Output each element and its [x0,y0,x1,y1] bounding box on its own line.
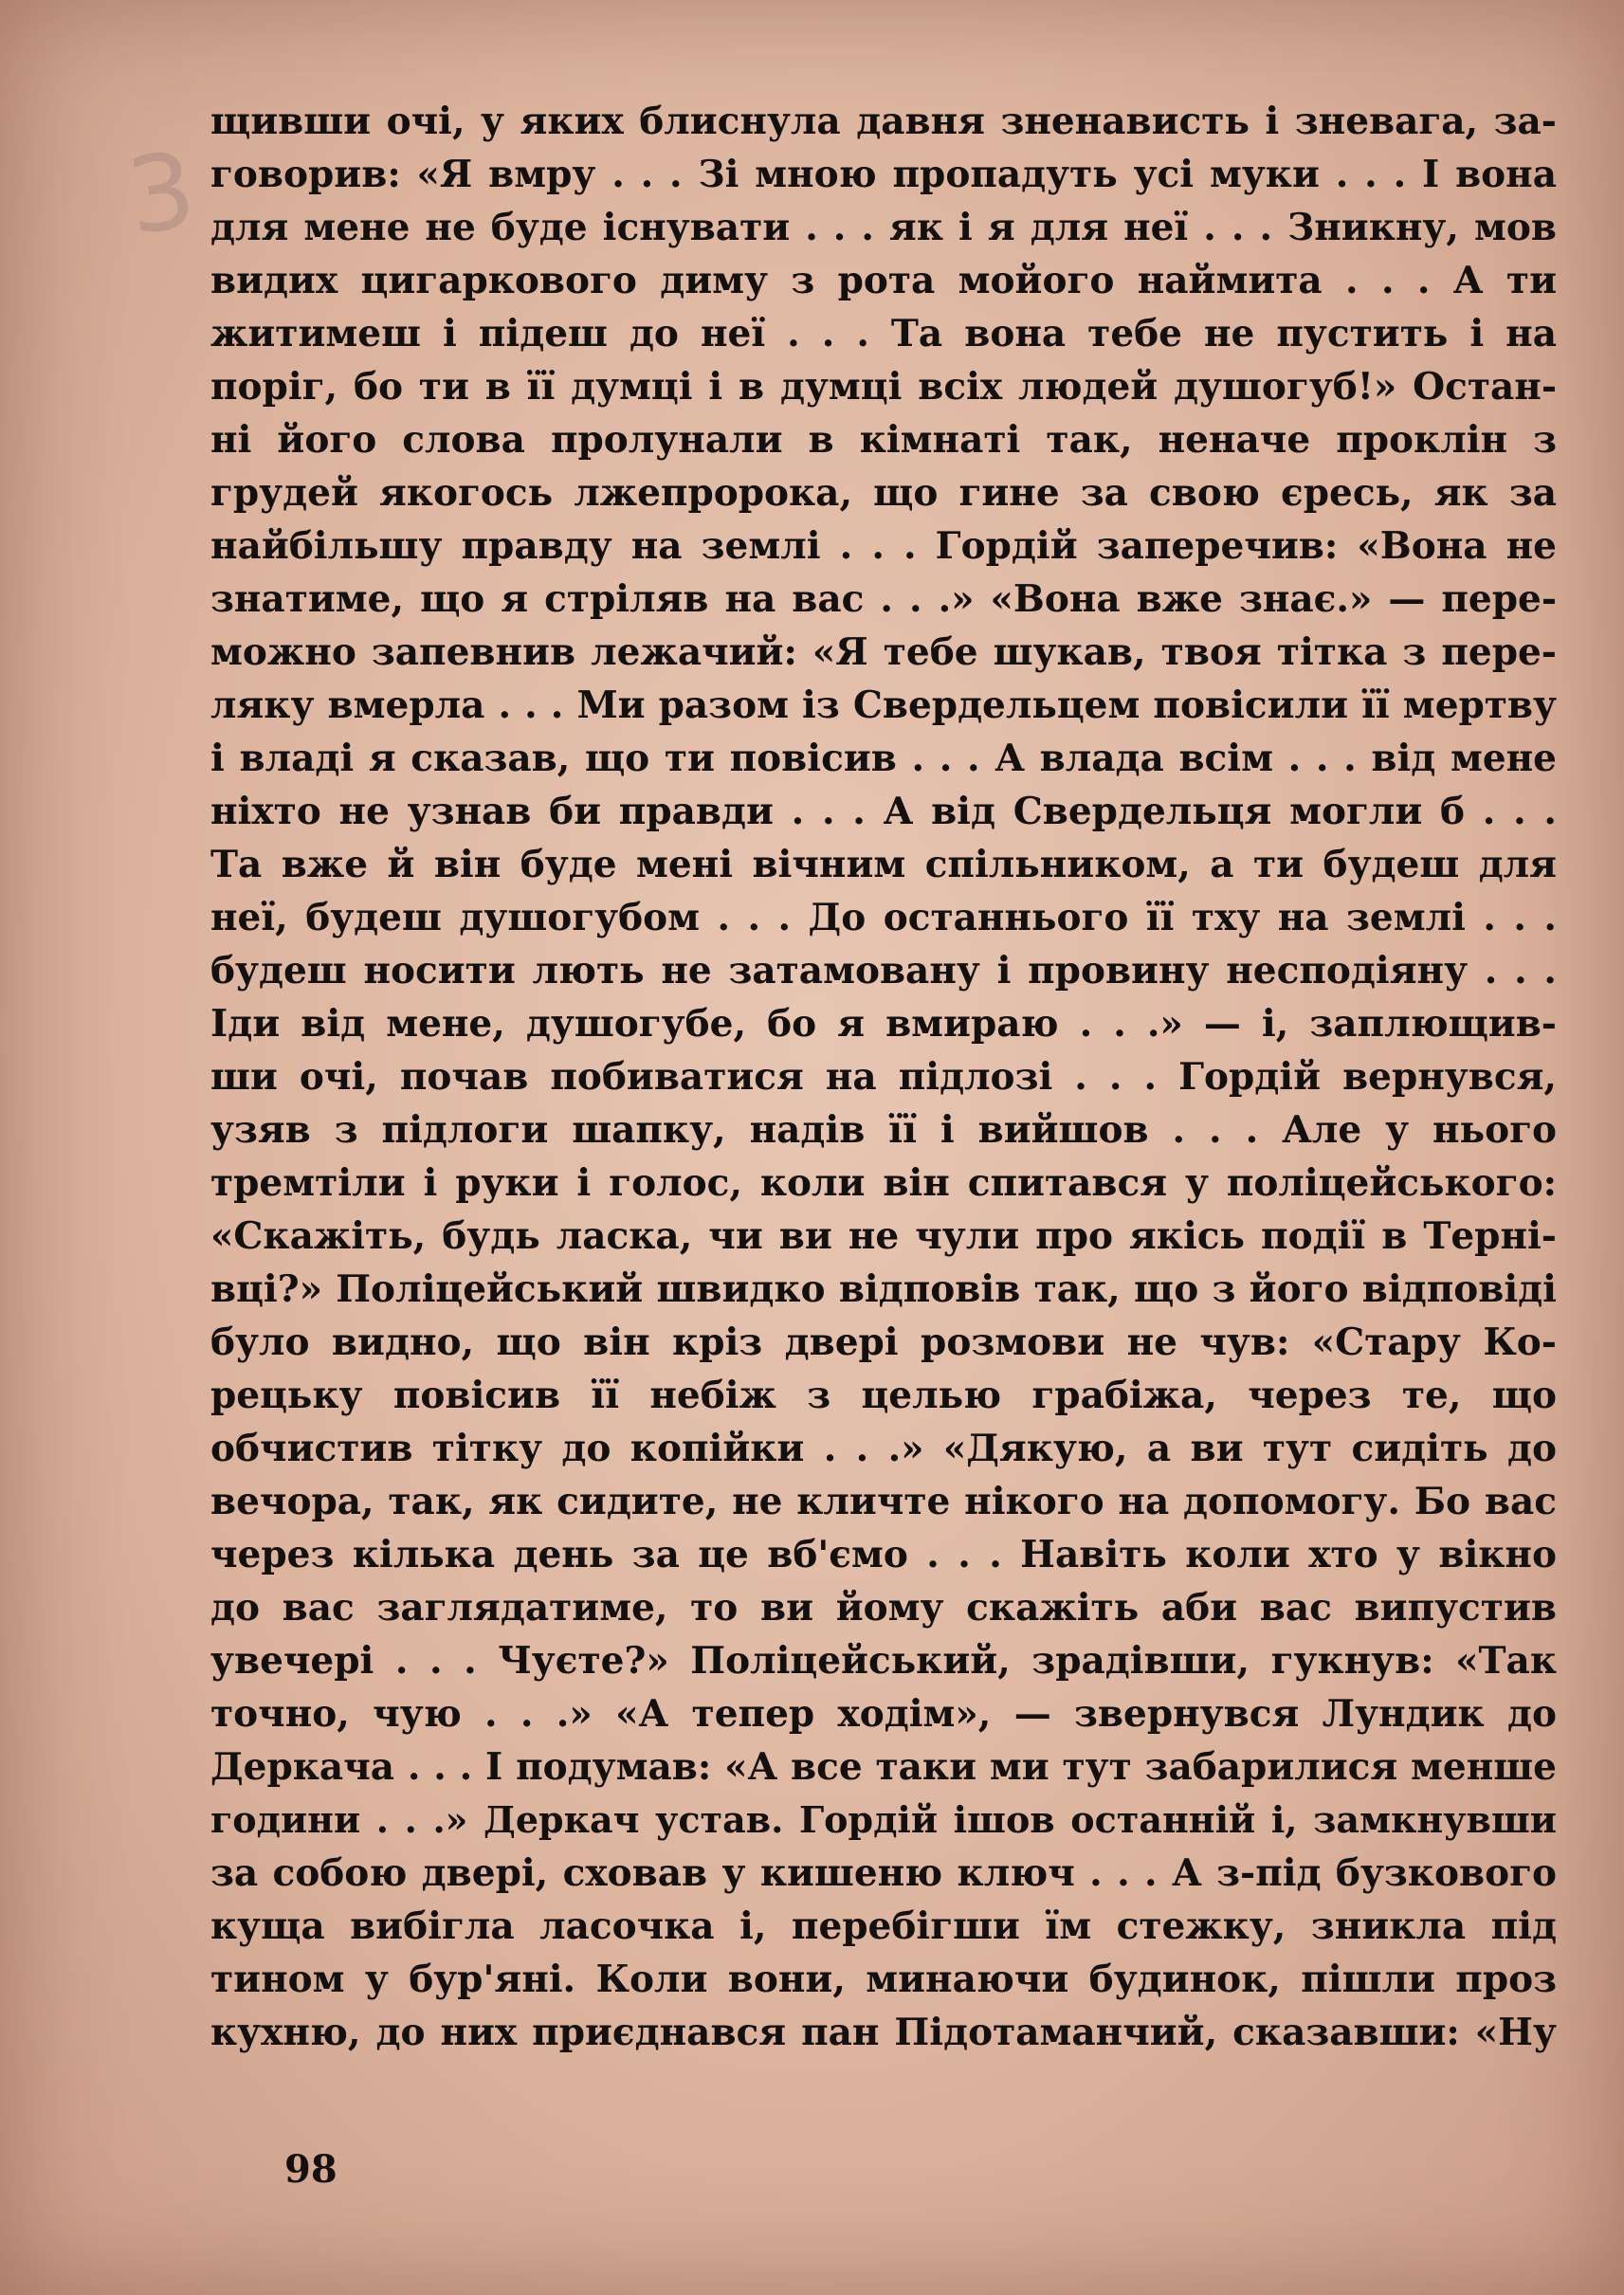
text-line: кухню, до них приєднався пан Підотаманчий, сказавши: «Ну [210,2011,1557,2054]
text-line: неї, будеш душогубом . . . До останнього її тху на землі . . . [210,896,1557,939]
text-line: говорив: «Я вмру . . . Зі мною пропадуть усі муки . . . І вона [210,153,1557,196]
text-line: Деркача . . . І подумав: «А все таки ми тут забарилися менше [210,1745,1557,1789]
text-line: тремтіли і руки і голос, коли він спитався у поліцейського: [210,1161,1557,1205]
text-line: ляку вмерла . . . Ми разом із Свердельцем повісили її мертву [210,683,1557,727]
text-line: і владі я сказав, що ти повісив . . . А влада всім . . . від мене [210,737,1557,780]
text-line: для мене не буде існувати . . . як і я для неї . . . Зникну, мов [210,206,1557,249]
text-line: узяв з підлоги шапку, надів її і вийшов . . . Але у нього [210,1108,1557,1152]
text-line: куща вибігла ласочка і, перебігши їм стежку, зникла під [210,1904,1557,1948]
text-line: можно запевнив лежачий: «Я тебе шукав, твоя тітка з пере- [210,630,1557,674]
text-line: за собою двері, сховав у кишеню ключ . . . А з-під бузкового [210,1851,1557,1895]
text-line: увечері . . . Чуєте?» Поліцейський, зрадівши, гукнув: «Так [210,1639,1557,1683]
text-line: було видно, що він кріз двері розмови не чув: «Стару Ко- [210,1321,1557,1364]
text-line: Та вже й він буде мені вічним спільником, а ти будеш для [210,843,1557,886]
text-line: Іди від мене, душогубе, бо я вмираю . . .» — і, заплющив- [210,1002,1557,1046]
text-line: «Скажіть, будь ласка, чи ви не чули про якісь події в Терні- [210,1214,1557,1258]
page-number: 98 [284,2147,338,2192]
text-line: будеш носити лють не затамовану і провину несподіяну . . . [210,949,1557,993]
text-line: вечора, так, як сидите, не кличте нікого на допомогу. Бо вас [210,1480,1557,1523]
text-line: тином у бур'яні. Коли вони, минаючи будинок, пішли проз [210,1958,1557,2001]
text-line: житимеш і підеш до неї . . . Та вона тебе не пустить і на [210,312,1557,355]
text-line: через кілька день за це вб'ємо . . . Навіть коли хто у вікно [210,1533,1557,1576]
text-line: точно, чую . . .» «А тепер ходім», — звернувся Лундик до [210,1692,1557,1736]
text-line: години . . .» Деркач устав. Гордій ішов останній і, замкнувши [210,1798,1557,1841]
text-line: поріг, бо ти в її думці і в думці всіх людей душогуб!» Остан- [210,365,1557,409]
text-line: обчистив тітку до копійки . . .» «Дякую, а ви тут сидіть до [210,1427,1557,1470]
text-line: знатиме, що я стріляв на вас . . .» «Вона вже знає.» — пере- [210,577,1557,621]
body-text [210,95,1557,2059]
text-line: вці?» Поліцейський швидко відповів так, що з його відповіді [210,1267,1557,1311]
text-line: видих цигаркового диму з рота мойого наймита . . . А ти [210,259,1557,302]
text-line: ніхто не узнав би правди . . . А від Свердельця могли б . . . [210,790,1557,833]
text-line: щивши очі, у яких блиснула давня зненависть і зневага, за- [210,100,1557,143]
text-line: до вас заглядатиме, то ви йому скажіть аби вас випустив [210,1586,1557,1630]
text-line: грудей якогось лжепророка, що гине за свою єресь, як за [210,471,1557,515]
pencil-margin-mark: 3 [119,128,203,259]
text-line: ши очі, почав побиватися на підлозі . . . Гордій вернувся, [210,1055,1557,1099]
text-line: найбільшу правду на землі . . . Гордій заперечив: «Вона не [210,524,1557,568]
text-line: ні його слова пролунали в кімнаті так, неначе проклін з [210,418,1557,462]
text-line: рецьку повісив її небіж з целью грабіжа, через те, що [210,1374,1557,1417]
